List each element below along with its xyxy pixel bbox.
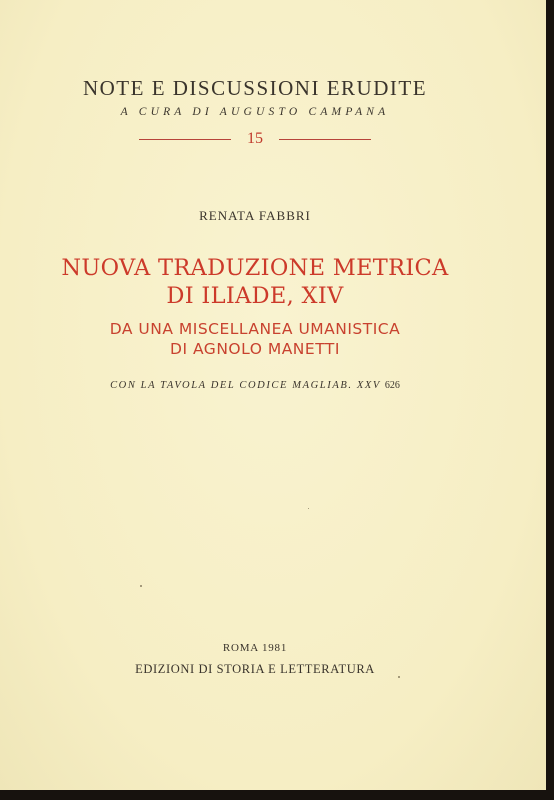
series-number-row (0, 128, 510, 150)
series-title: NOTE E DISCUSSIONI ERUDITE (82, 76, 428, 100)
author-name: RENATA FABBRI (199, 208, 311, 223)
codex-note-number: 626 (384, 380, 400, 391)
paper-speck (308, 508, 309, 509)
book-title-line-2: DI ILIADE, XIV (166, 283, 344, 309)
subtitle-line-1: DA UNA MISCELLANEA UMANISTICA (109, 320, 401, 338)
imprint-publisher: EDIZIONI DI STORIA E LETTERATURA (135, 662, 375, 676)
codex-note (0, 380, 510, 391)
scan-edge-right (546, 0, 554, 800)
right-rule (279, 139, 371, 140)
series-number: 15 (247, 130, 263, 147)
codex-note-text: CON LA TAVOLA DEL CODICE MAGLIAB. XXV (110, 380, 381, 391)
series-editor: A CURA DI AUGUSTO CAMPANA (120, 106, 390, 118)
book-title-line-1: NUOVA TRADUZIONE METRICA (61, 255, 449, 281)
left-rule (139, 139, 231, 140)
paper-speck (140, 585, 142, 587)
scan-edge-bottom (0, 790, 554, 800)
imprint-place-year: ROMA 1981 (222, 642, 288, 654)
paper-speck (398, 676, 400, 678)
subtitle-line-2: DI AGNOLO MANETTI (170, 340, 340, 358)
